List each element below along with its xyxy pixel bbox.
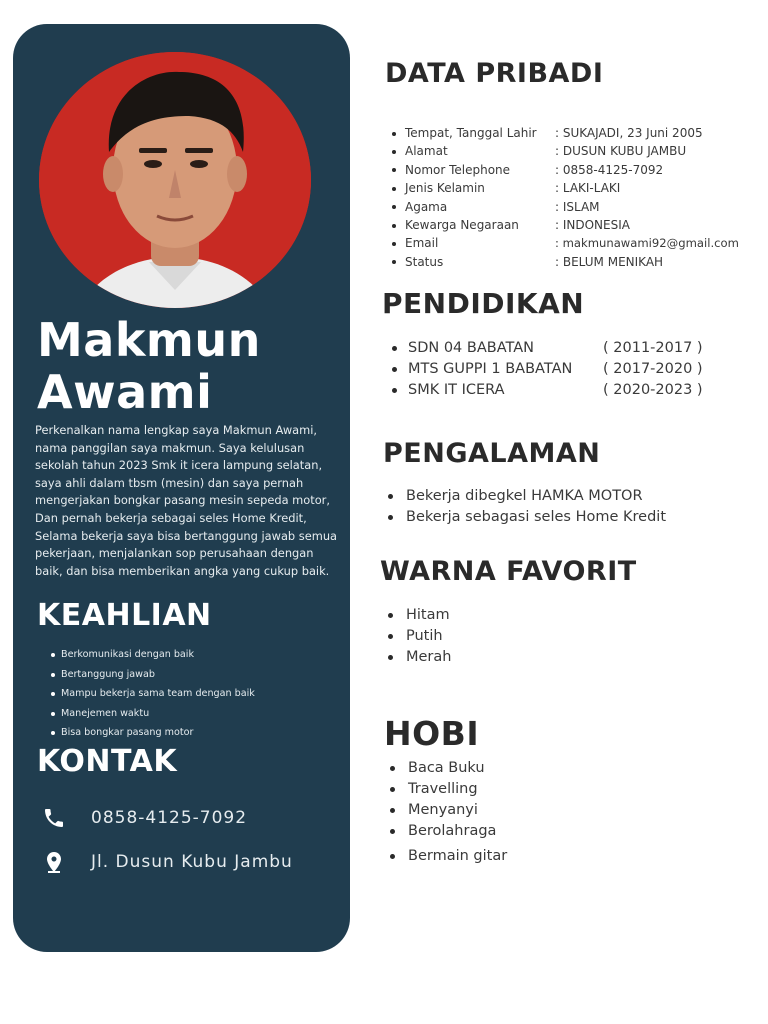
experience-heading: PENGALAMAN xyxy=(383,438,601,469)
school-name: MTS GUPPI 1 BABATAN xyxy=(408,361,573,377)
personal-data-row xyxy=(392,216,739,234)
row-value: : ISLAM xyxy=(555,199,600,214)
row-label: Tempat, Tanggal Lahir xyxy=(405,126,537,140)
first-name: Makmun xyxy=(37,313,261,367)
hobby-item: Berolahraga xyxy=(388,821,507,842)
favorite-color-item: Merah xyxy=(386,647,451,668)
row-value: : DUSUN KUBU JAMBU xyxy=(555,144,687,159)
hobby-item: Baca Buku xyxy=(388,758,507,779)
row-value: : 0858-4125-7092 xyxy=(555,162,664,177)
education-row xyxy=(390,380,703,401)
personal-data-heading: DATA PRIBADI xyxy=(385,58,604,89)
row-label: Email xyxy=(405,236,439,251)
bio-paragraph: Perkenalkan nama lengkap saya Makmun Awami, nama panggilan saya makmun. Saya kelulusan sekolah tahun 2023 Smk it icera lampung selatan, saya ahli dalam tbsm (mesin) dan saya pernah mengerjakan bongkar pasang mesin sepeda motor, Dan pernah bekerja sebagai seles Home Kredit, Selama bekerja saya bisa bertanggung jawab semua pekerjaan, menjalankan sop perusahaan dengan baik, dan bisa memberikan angka yang cukup baik. xyxy=(35,423,338,578)
school-years: ( 2017-2020 ) xyxy=(603,361,703,377)
school-years: ( 2011-2017 ) xyxy=(603,340,703,356)
favorite-color-list xyxy=(386,605,451,668)
skill-item: Bisa bongkar pasang motor xyxy=(51,723,331,743)
row-label: Nomor Telephone xyxy=(405,162,511,177)
hobby-item: Travelling xyxy=(388,779,507,800)
skills-list xyxy=(51,645,331,743)
row-label: Status xyxy=(405,254,444,269)
last-name: Awami xyxy=(37,365,213,419)
personal-data-row xyxy=(392,142,739,160)
skill-item: Bertanggung jawab xyxy=(51,665,331,685)
skill-item: Manejemen waktu xyxy=(51,704,331,724)
education-row xyxy=(390,359,703,380)
education-heading: PENDIDIKAN xyxy=(382,287,585,320)
personal-data-row xyxy=(392,198,739,216)
skill-item: Berkomunikasi dengan baik xyxy=(51,645,331,665)
school-years: ( 2020-2023 ) xyxy=(603,382,703,398)
row-value: : INDONESIA xyxy=(555,218,630,233)
phone-icon xyxy=(41,805,67,831)
hobby-item: Menyanyi xyxy=(388,800,507,821)
hobby-heading: HOBI xyxy=(384,714,480,753)
experience-list xyxy=(386,486,666,528)
favorite-color-item: Putih xyxy=(386,626,451,647)
personal-data-row xyxy=(392,124,739,142)
favorite-color-item: Hitam xyxy=(386,605,451,626)
personal-data-row xyxy=(392,234,739,252)
row-label: Jenis Kelamin xyxy=(405,181,485,196)
contact-phone xyxy=(41,805,247,831)
contact-phone-text: 0858-4125-7092 xyxy=(91,808,248,828)
contact-address-text: Jl. Dusun Kubu Jambu xyxy=(91,852,293,872)
personal-data-row xyxy=(392,161,739,179)
row-label: Alamat xyxy=(405,144,448,159)
contact-address xyxy=(41,849,293,875)
row-label: Agama xyxy=(405,199,448,214)
row-value: : LAKI-LAKI xyxy=(555,181,621,196)
contact-heading: KONTAK xyxy=(37,744,178,779)
skill-item: Mampu bekerja sama team dengan baik xyxy=(51,684,331,704)
row-value: : SUKAJADI, 23 Juni 2005 xyxy=(555,126,703,140)
row-value: : BELUM MENIKAH xyxy=(555,254,664,269)
experience-item: Bekerja sebagasi seles Home Kredit xyxy=(386,507,666,528)
personal-data-row xyxy=(392,253,739,271)
sidebar-panel xyxy=(13,24,350,952)
row-label: Kewarga Negaraan xyxy=(405,218,519,233)
school-name: SDN 04 BABATAN xyxy=(408,340,534,356)
education-row xyxy=(390,338,703,359)
profile-photo xyxy=(39,52,311,308)
personal-data-row xyxy=(392,179,739,197)
profile-photo-illustration xyxy=(39,52,311,308)
school-name: SMK IT ICERA xyxy=(408,382,505,398)
location-pin-icon xyxy=(41,849,67,875)
personal-data-list xyxy=(392,124,739,271)
full-name xyxy=(37,314,337,418)
hobby-list xyxy=(388,758,507,867)
row-value: : makmunawami92@gmail.com xyxy=(555,236,739,251)
hobby-item: Bermain gitar xyxy=(388,846,507,867)
favorite-color-heading: WARNA FAVORIT xyxy=(380,556,637,587)
education-list xyxy=(390,338,703,401)
experience-item: Bekerja dibegkel HAMKA MOTOR xyxy=(386,486,666,507)
skills-heading: KEAHLIAN xyxy=(37,598,212,633)
